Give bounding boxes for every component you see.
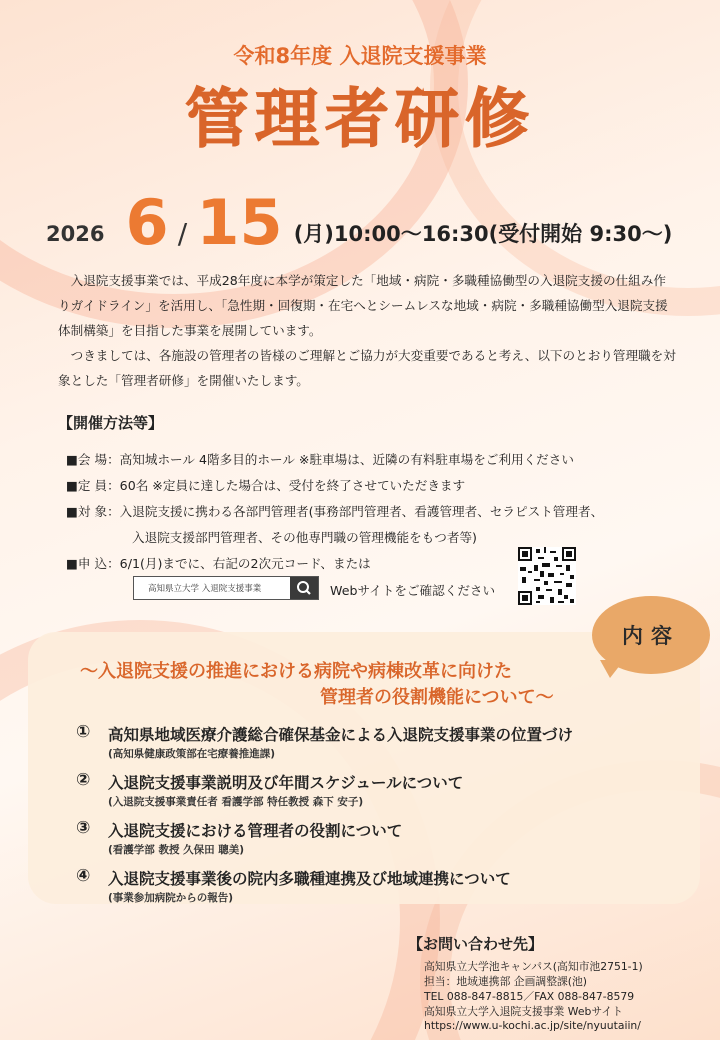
target-row-cont: 入退院支援部門管理者、その他専門職の管理機能をもつ者等): [132, 530, 477, 545]
item-subtitle: (看護学部 教授 久保田 聰美): [108, 844, 245, 856]
contact-website-url[interactable]: https://www.u-kochi.ac.jp/site/nyuutaiin/: [424, 1019, 641, 1032]
item-title: 入退院支援事業説明及び年間スケジュールについて: [108, 774, 464, 792]
item-number: ④: [76, 866, 91, 886]
date-day: 15: [196, 186, 283, 259]
item-subtitle: (事業参加病院からの報告): [108, 892, 234, 904]
qr-code[interactable]: [518, 547, 576, 605]
date-year: 2026: [46, 222, 105, 246]
target-row: ■対 象：入退院支援に携わる各部門管理者(事務部門管理者、看護管理者、セラピスト管理者、: [66, 504, 604, 519]
item-subtitle: (入退院支援事業責任者 看護学部 特任教授 森下 安子): [108, 796, 364, 808]
intro-paragraph-1: 入退院支援事業では、平成28年度に本学が策定した「地域・病院・多職種協働型の入退院支援の仕組み作りガイドライン」を活用し、「急性期・回復期・在宅へとシームレスな地域・病院・多職種協働型入退院支援体制構築」を目指した事業を展開しています。: [58, 273, 668, 338]
date-month: 6: [125, 186, 169, 259]
contact-department: 担当：地域連携部 企画調整課(池): [424, 975, 588, 988]
item-number: ③: [76, 818, 91, 838]
theme-line-1: ～入退院支援の推進における病院や病棟改革に向けた: [80, 661, 512, 682]
item-title: 高知県地域医療介護総合確保基金による入退院支援事業の位置づけ: [108, 726, 574, 744]
event-subtitle: 令和8年度 入退院支援事業: [233, 44, 487, 68]
date-time: (月)10:00～16:30(受付開始 9:30～): [293, 222, 673, 246]
capacity-row: ■定 員：60名 ※定員に達した場合は、受付を終了させていただきます: [66, 478, 466, 493]
qr-code-image: [518, 547, 576, 605]
content-badge-label: 内容: [622, 624, 680, 648]
contact-website-label: 高知県立大学入退院支援事業 Webサイト: [424, 1005, 623, 1018]
date-slash: /: [177, 217, 188, 250]
search-button[interactable]: [290, 577, 318, 599]
intro-paragraph-2: つきましては、各施設の管理者の皆様のご理解とご協力が大変重要であると考え、以下のとおり管理職を対象とした「管理者研修」を開催いたします。: [58, 348, 676, 388]
website-note: Webサイトをご確認ください: [330, 583, 496, 598]
item-title: 入退院支援事業後の院内多職種連携及び地域連携について: [108, 870, 511, 888]
intro-text: [58, 268, 678, 393]
venue-row: ■会 場：高知城ホール 4階多目的ホール ※駐車場は、近隣の有料駐車場をご利用ください: [66, 452, 574, 467]
item-subtitle: (高知県健康政策部在宅療養推進課): [108, 748, 276, 760]
details-heading: 【開催方法等】: [58, 414, 164, 432]
item-number: ②: [76, 770, 91, 790]
contact-heading: 【お問い合わせ先】: [408, 935, 544, 953]
contact-address: 高知県立大学池キャンパス(高知市池2751-1): [424, 960, 643, 973]
content-badge-tail: [600, 660, 624, 678]
event-date: [46, 186, 673, 262]
search-box-text: 高知県立大学 入退院支援事業: [148, 584, 262, 594]
theme-line-2: 管理者の役割機能について～: [320, 687, 554, 708]
apply-row: ■申 込：6/1(月)までに、右記の2次元コード、または: [66, 556, 371, 571]
search-icon: [290, 577, 318, 599]
contact-phone: TEL 088-847-8815／FAX 088-847-8579: [424, 990, 635, 1003]
event-title: 管理者研修: [185, 83, 535, 157]
item-title: 入退院支援における管理者の役割について: [108, 822, 403, 840]
website-search-box[interactable]: [133, 576, 319, 600]
item-number: ①: [76, 722, 91, 742]
